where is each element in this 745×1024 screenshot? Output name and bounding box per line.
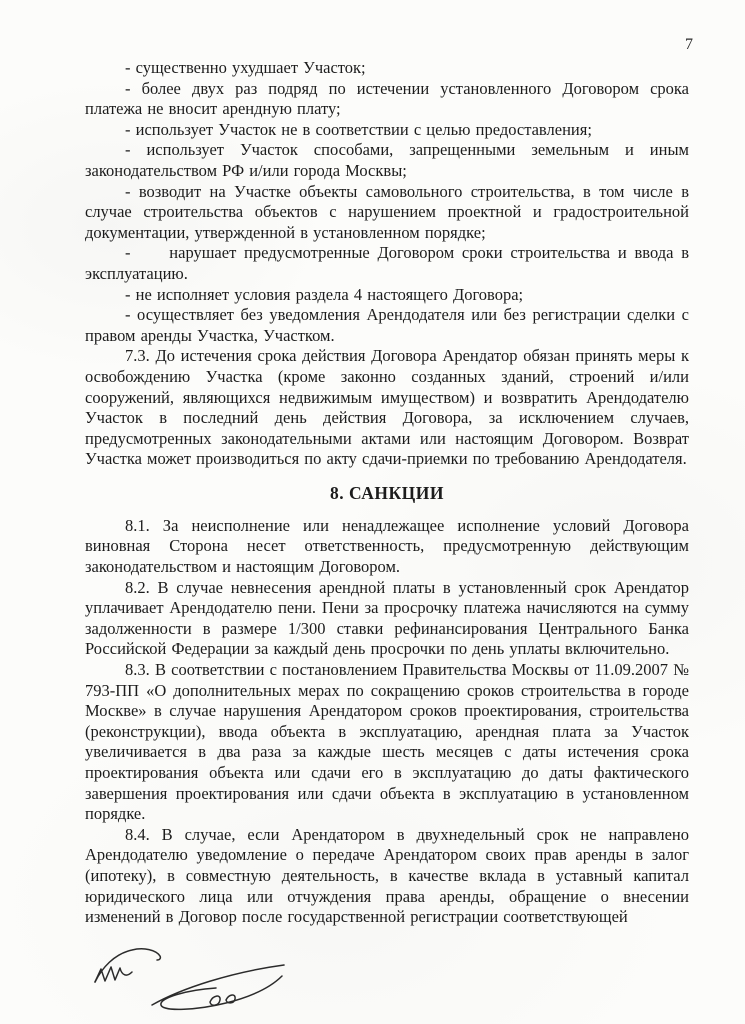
clause-bullet: - не исполняет условия раздела 4 настоящего Договора; [125, 284, 524, 304]
clause-bullet: - возводит на Участке объекты самовольного строительства, в том числе в случае строительства объектов с нарушением проектной и градостроительной документации, утвержденной в установленном порядке; [85, 181, 689, 242]
clause-bullet: - более двух раз подряд по истечении установленного Договором срока платежа не вносит арендную плату; [85, 78, 689, 119]
handwritten-signature-icon [146, 960, 288, 1012]
clause-bullet: - существенно ухудшает Участок; [125, 58, 366, 77]
clause-bullet: - нарушает предусмотренные Договором сроки строительства и ввода в эксплуатацию. [85, 243, 689, 283]
document-body [85, 58, 689, 928]
clause-paragraph-8-3: 8.3. В соответствии с постановлением Правительства Москвы от 11.09.2007 № 793-ПП «О дополнительных мерах по сокращению сроков строительства в городе Москве» в случае нарушения Арендатором сроков проектирования, строительства (реконструкции), ввода объекта в эксплуатацию, арендная плата за Участок увеличивается в два раза за каждые шесть месяцев с даты истечения срока проектирования объекта или сдачи его в эксплуатацию до даты фактического завершения проектирования или сдачи объекта в эксплуатацию в установленном порядке. [85, 660, 689, 824]
clause-bullet: - осуществляет без уведомления Арендодателя или без регистрации сделки с правом аренды Участка, Участком. [85, 305, 689, 345]
signature-block [70, 938, 320, 1018]
clause-paragraph-8-4: 8.4. В случае, если Арендатором в двухнедельный срок не направлено Арендодателю уведомление о передаче Арендатором своих прав аренды в залог (ипотеку), в совместную деятельность, в качестве вклада в уставный капитал юридического лица или отчуждения права аренды, обращение о внесении изменений в Договор после государственной регистрации соответствующей [85, 824, 689, 927]
page-number: 7 [685, 36, 693, 53]
clause-bullet: - использует Участок не в соответствии с целью предоставления; [125, 119, 592, 139]
clause-paragraph-7-3: 7.3. До истечения срока действия Договора Арендатор обязан принять меры к освобождению Участка (кроме законно созданных зданий, строений и/или сооружений, являющихся недвижимым имуществом) и возвратить Арендодателю Участок в последний день действия Договора, за исключением случаев, предусмотренных законодательными актами или настоящим Договором. Возврат Участка может производиться по акту сдачи-приемки по требованию Арендодателя. [85, 346, 689, 469]
clause-paragraph-8-2: 8.2. В случае невнесения арендной платы в установленный срок Арендатор уплачивает Арендодателю пени. Пени за просрочку платежа начисляются на сумму задолженности в размере 1/300 ставки рефинансирования Центрального Банка Российской Федерации за каждый день просрочки по день уплаты включительно. [85, 577, 689, 659]
section-heading: 8. САНКЦИИ [329, 482, 445, 503]
clause-bullet: - использует Участок способами, запрещенными земельным и иным законодательством РФ и/или города Москвы; [85, 140, 689, 180]
clause-paragraph-8-1: 8.1. За неисполнение или ненадлежащее исполнение условий Договора виновная Сторона несет ответственность, предусмотренную действующим законодательством и настоящим Договором. [85, 515, 689, 577]
